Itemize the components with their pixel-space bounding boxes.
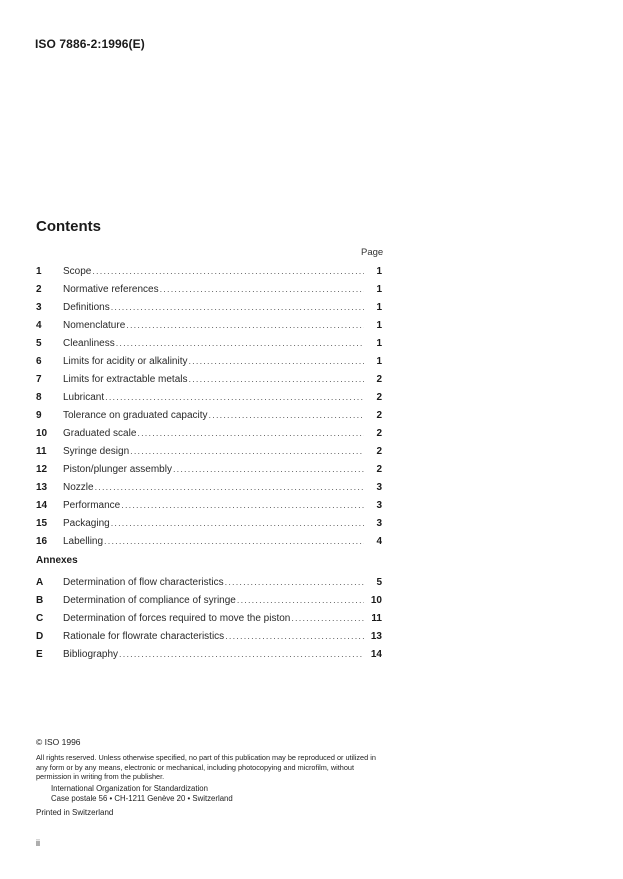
toc-entry-3 (36, 298, 382, 316)
dot-leader (111, 514, 364, 532)
dot-leader (130, 442, 364, 460)
toc-entry-5 (36, 334, 382, 352)
annex-entry-page: 14 (370, 649, 382, 660)
toc-entry-title: Nozzle (63, 482, 94, 493)
toc-entry-page: 1 (376, 356, 382, 367)
toc-entry-title: Syringe design (63, 446, 130, 457)
annex-entry-title: Bibliography (63, 649, 119, 660)
toc-entry-title: Labelling (63, 536, 104, 547)
org-name: International Organization for Standardization (51, 783, 208, 793)
toc-entry-number: 16 (36, 536, 48, 547)
toc-entry-title: Limits for extractable metals (63, 374, 188, 385)
toc-entry-number: 1 (36, 266, 42, 277)
toc-entry-page: 2 (376, 392, 382, 403)
annex-entry-title: Determination of forces required to move the piston (63, 613, 291, 624)
toc-entry-number: 2 (36, 284, 42, 295)
org-address: Case postale 56 • CH-1211 Genève 20 • Switzerland (51, 793, 233, 803)
toc-entry-number: 14 (36, 500, 48, 511)
toc-entry-4 (36, 316, 382, 334)
toc-entry-1 (36, 262, 382, 280)
toc-entry-page: 1 (376, 266, 382, 277)
annex-entry-number: D (36, 631, 44, 642)
toc-entry-page: 2 (376, 410, 382, 421)
toc-entry-2 (36, 280, 382, 298)
toc-entry-page: 1 (376, 338, 382, 349)
dot-leader (173, 460, 364, 478)
annex-entry-page: 10 (370, 595, 382, 606)
toc-entry-page: 1 (376, 302, 382, 313)
toc-entry-title: Nomenclature (63, 320, 126, 331)
toc-entry-title: Packaging (63, 518, 110, 529)
dot-leader (237, 591, 364, 609)
toc-entry-6 (36, 352, 382, 370)
toc-entry-8 (36, 388, 382, 406)
dot-leader (160, 280, 364, 298)
annex-entry-title: Determination of flow characteristics (63, 577, 224, 588)
toc-entry-13 (36, 478, 382, 496)
dot-leader (104, 532, 364, 550)
toc-entry-16 (36, 532, 382, 550)
annex-entry-page: 11 (371, 613, 382, 624)
toc-entry-number: 9 (36, 410, 42, 421)
toc-entry-page: 2 (376, 374, 382, 385)
annex-entry-page: 13 (370, 631, 382, 642)
toc-entries (36, 262, 382, 550)
annex-entry-c (36, 609, 382, 627)
dot-leader (121, 496, 364, 514)
annex-entry-number: C (36, 613, 44, 624)
toc-entry-title: Lubricant (63, 392, 105, 403)
annex-entry-b (36, 591, 382, 609)
toc-entry-7 (36, 370, 382, 388)
annex-entry-e (36, 645, 382, 663)
toc-entry-10 (36, 424, 382, 442)
dot-leader (111, 298, 364, 316)
rights-statement: All rights reserved. Unless otherwise specified, no part of this publication may be reproduced or utilized in any form or by any means, electronic or mechanical, including photocopying and microfilm, without permission in writing from the publisher. (36, 753, 376, 781)
dot-leader (225, 573, 364, 591)
copyright-footer (36, 737, 386, 818)
toc-entry-number: 15 (36, 518, 48, 529)
annex-entry-title: Rationale for flowrate characteristics (63, 631, 225, 642)
toc-entry-number: 10 (36, 428, 48, 439)
toc-entry-title: Performance (63, 500, 121, 511)
annex-entry-number: A (36, 577, 44, 588)
toc-entry-title: Normative references (63, 284, 159, 295)
toc-entry-11 (36, 442, 382, 460)
dot-leader (105, 388, 364, 406)
toc-entry-9 (36, 406, 382, 424)
dot-leader (137, 424, 364, 442)
toc-entry-title: Piston/plunger assembly (63, 464, 172, 475)
copyright-notice: © ISO 1996 (36, 737, 81, 747)
toc-entry-page: 3 (376, 500, 382, 511)
dot-leader (209, 406, 364, 424)
toc-annexes (36, 573, 382, 663)
toc-entry-page: 2 (376, 464, 382, 475)
document-id: ISO 7886-2:1996(E) (35, 37, 145, 51)
toc-entry-page: 4 (376, 536, 382, 547)
toc-entry-number: 12 (36, 464, 48, 475)
annex-entry-a (36, 573, 382, 591)
table-of-contents (36, 262, 382, 663)
annex-entry-title: Determination of compliance of syringe (63, 595, 236, 606)
dot-leader (116, 334, 364, 352)
dot-leader (95, 478, 364, 496)
toc-entry-page: 2 (376, 428, 382, 439)
dot-leader (225, 627, 364, 645)
dot-leader (119, 645, 364, 663)
toc-entry-page: 1 (376, 284, 382, 295)
annex-entry-d (36, 627, 382, 645)
toc-entry-14 (36, 496, 382, 514)
annexes-heading: Annexes (36, 555, 78, 566)
dot-leader (291, 609, 364, 627)
dot-leader (188, 352, 364, 370)
toc-entry-number: 11 (36, 446, 47, 457)
dot-leader (126, 316, 364, 334)
toc-entry-number: 8 (36, 392, 42, 403)
annex-entry-page: 5 (376, 577, 382, 588)
toc-entry-page: 2 (376, 446, 382, 457)
dot-leader (92, 262, 364, 280)
toc-entry-title: Scope (63, 266, 92, 277)
page-column-label: Page (361, 247, 384, 258)
toc-entry-page: 3 (376, 518, 382, 529)
toc-entry-number: 7 (36, 374, 42, 385)
annex-entry-number: B (36, 595, 44, 606)
contents-title: Contents (36, 218, 101, 235)
page-number: ii (36, 838, 40, 848)
toc-entry-page: 1 (376, 320, 382, 331)
dot-leader (189, 370, 365, 388)
toc-entry-12 (36, 460, 382, 478)
toc-entry-number: 6 (36, 356, 42, 367)
toc-entry-title: Limits for acidity or alkalinity (63, 356, 188, 367)
toc-entry-number: 13 (36, 482, 48, 493)
toc-entry-number: 5 (36, 338, 42, 349)
annex-entry-number: E (36, 649, 43, 660)
printed-in: Printed in Switzerland (36, 807, 114, 817)
toc-entry-number: 3 (36, 302, 42, 313)
toc-entry-title: Tolerance on graduated capacity (63, 410, 208, 421)
toc-entry-15 (36, 514, 382, 532)
toc-entry-title: Graduated scale (63, 428, 137, 439)
toc-entry-page: 3 (376, 482, 382, 493)
toc-entry-number: 4 (36, 320, 42, 331)
toc-entry-title: Cleanliness (63, 338, 115, 349)
toc-entry-title: Definitions (63, 302, 110, 313)
